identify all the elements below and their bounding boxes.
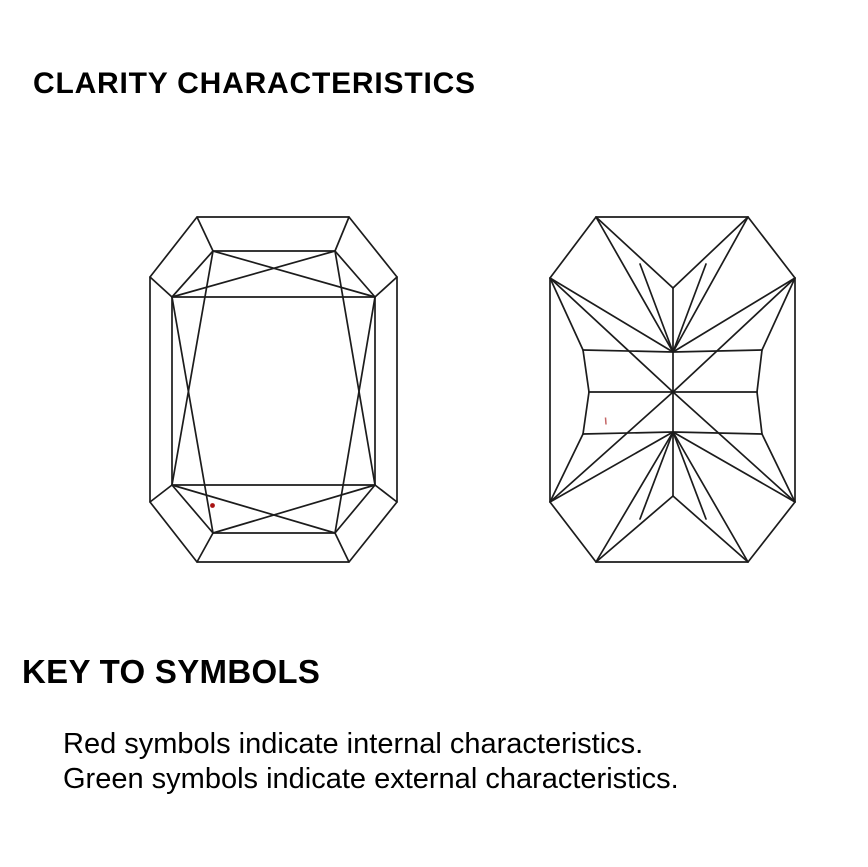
facet-line xyxy=(550,278,673,352)
facet-line xyxy=(673,432,795,502)
crown-view-diagram xyxy=(150,217,397,562)
facet-line xyxy=(172,297,213,533)
red-pinpoint-symbol xyxy=(210,503,215,508)
facet-line xyxy=(673,496,748,562)
facet-line xyxy=(375,485,397,502)
facet-outline xyxy=(172,251,375,533)
facet-line xyxy=(335,297,375,533)
page-title: CLARITY CHARACTERISTICS xyxy=(33,67,476,100)
facet-line xyxy=(757,350,762,392)
facet-line xyxy=(596,217,673,288)
key-line-external: Green symbols indicate external characteristics. xyxy=(63,763,679,795)
red-needle-symbol xyxy=(606,418,607,425)
facet-line xyxy=(673,432,748,562)
facet-line xyxy=(172,251,213,485)
facet-line xyxy=(172,251,335,297)
facet-line xyxy=(583,350,589,392)
facet-line xyxy=(673,350,762,352)
facet-line xyxy=(335,533,349,562)
facet-line xyxy=(550,392,673,502)
facet-line xyxy=(375,277,397,297)
facet-line xyxy=(640,432,673,519)
facet-line xyxy=(673,278,795,352)
facet-line xyxy=(673,264,706,352)
key-to-symbols-heading: KEY TO SYMBOLS xyxy=(22,653,321,690)
facet-line xyxy=(150,485,172,502)
facet-line xyxy=(596,496,673,562)
facet-line xyxy=(150,277,172,297)
facet-line xyxy=(673,278,795,392)
facet-line xyxy=(550,432,673,502)
facet-line xyxy=(673,217,748,288)
facet-line xyxy=(172,485,335,533)
facet-line xyxy=(335,217,349,251)
facet-line xyxy=(197,217,213,251)
facet-line xyxy=(213,251,375,297)
facet-line xyxy=(673,432,762,434)
pavilion-view-diagram xyxy=(550,217,795,562)
facet-line xyxy=(757,392,762,434)
facet-line xyxy=(335,251,375,485)
facet-line xyxy=(673,432,706,519)
facet-line xyxy=(213,485,375,533)
clarity-symbols-layer xyxy=(210,418,606,508)
key-line-internal: Red symbols indicate internal characteristics. xyxy=(63,728,644,760)
facet-line xyxy=(197,533,213,562)
facet-line xyxy=(673,392,795,502)
key-to-symbols-text xyxy=(63,727,679,797)
facet-line xyxy=(583,392,589,434)
facet-line xyxy=(640,264,673,352)
facet-line xyxy=(550,278,673,392)
